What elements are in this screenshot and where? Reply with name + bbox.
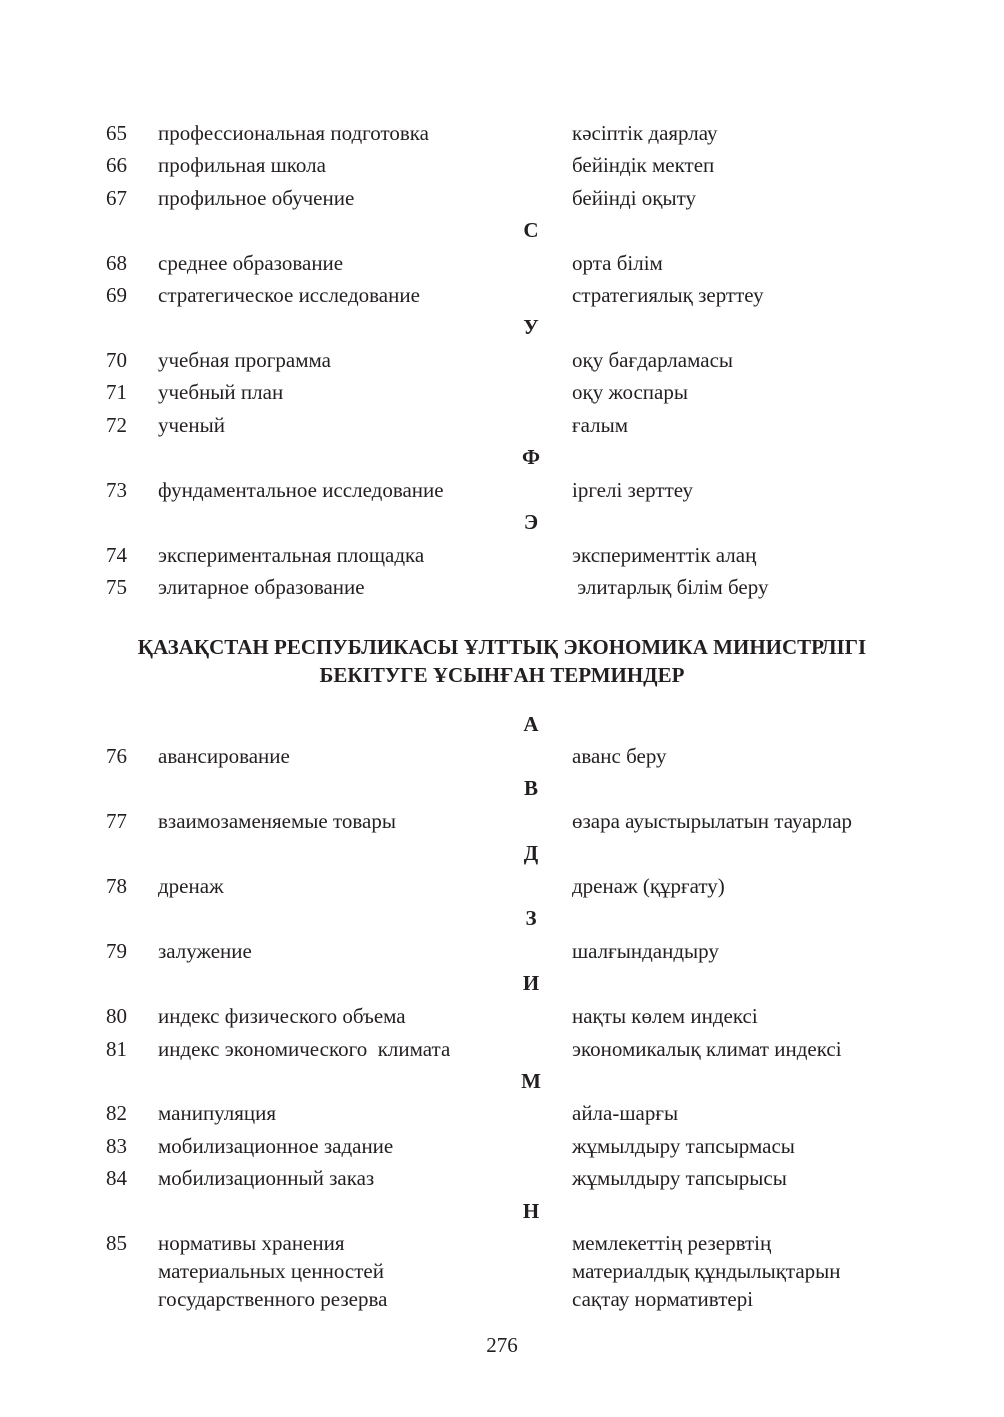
alphabet-letter-heading: Д [523,841,539,865]
term-kazakh: шалғындандыру [572,939,719,963]
term-row [0,280,1004,310]
term-number: 78 [106,874,127,898]
term-kazakh: оқу бағдарламасы [572,348,733,372]
term-row [0,377,1004,407]
term-russian: профессиональная подготовка [158,121,429,145]
alphabet-letter-heading: Ф [521,445,541,469]
alphabet-letter-heading: В [523,776,538,800]
term-row [0,150,1004,180]
term-number: 77 [106,809,127,833]
page-number: 276 [486,1333,518,1357]
term-russian: индекс экономического климата [158,1037,451,1061]
term-kazakh: кәсіптік даярлау [572,121,718,145]
term-row [0,741,1004,771]
term-row [0,1131,1004,1161]
term-number: 82 [106,1101,127,1125]
term-number: 80 [106,1004,127,1028]
term-row [0,475,1004,505]
term-russian: дренаж [158,874,224,898]
alphabet-letter-heading: А [523,712,539,736]
term-russian: профильная школа [158,153,326,177]
term-number: 68 [106,251,127,275]
term-number: 67 [106,186,127,210]
term-row [0,1034,1004,1064]
term-number: 71 [106,380,127,404]
term-number: 83 [106,1134,127,1158]
term-kazakh: экономикалық климат индексі [572,1037,842,1061]
term-number: 66 [106,153,127,177]
term-number: 70 [106,348,127,372]
term-russian: стратегическое исследование [158,283,420,307]
term-row [0,540,1004,570]
term-kazakh: стратегиялық зерттеу [572,283,764,307]
term-row [0,871,1004,901]
term-kazakh: бейіндік мектеп [572,153,715,177]
term-russian: среднее образование [158,251,344,275]
term-kazakh: айла-шарғы [572,1101,679,1125]
term-kazakh: оқу жоспары [572,380,688,404]
term-kazakh: жұмылдыру тапсырмасы [572,1134,795,1158]
term-row [0,183,1004,213]
term-kazakh: ғалым [572,413,628,437]
term-row [0,248,1004,278]
term-russian: ученый [158,413,225,437]
term-kazakh: орта білім [572,251,663,275]
term-russian: мобилизационное задание [158,1134,394,1158]
term-kazakh: элитарлық білім беру [572,575,769,599]
term-number: 73 [106,478,127,502]
term-row [0,345,1004,375]
term-kazakh: бейінді оқыту [572,186,697,210]
section-title-line-2: БЕКІТУГЕ ҰСЫНҒАН ТЕРМИНДЕР [319,663,685,687]
term-number: 74 [106,543,127,567]
term-russian-line: нормативы хранения [158,1231,345,1255]
term-russian-line: материальных ценностей [158,1259,384,1283]
term-russian: индекс физического объема [158,1004,406,1028]
term-russian: элитарное образование [158,575,365,599]
term-row [0,410,1004,440]
term-number: 79 [106,939,127,963]
term-kazakh: жұмылдыру тапсырысы [572,1166,787,1190]
alphabet-letter-heading: С [523,218,539,242]
term-number: 84 [106,1166,127,1190]
term-russian [158,1229,387,1313]
term-kazakh: эксперименттік алаң [572,543,757,567]
term-russian: экспериментальная площадка [158,543,425,567]
term-russian: учебная программа [158,348,331,372]
term-russian: фундаментальное исследование [158,478,444,502]
term-russian: залужение [158,939,252,963]
term-russian-line: государственного резерва [158,1287,388,1311]
term-row [0,1163,1004,1193]
term-russian: манипуляция [158,1101,277,1125]
term-kazakh-line: материалдық құндылықтарын [572,1259,841,1283]
term-kazakh-line: сақтау нормативтері [572,1287,754,1311]
term-kazakh: өзара ауыстырылатын тауарлар [572,809,853,833]
term-russian: авансирование [158,744,290,768]
term-kazakh-line: мемлекеттің резервтің [572,1231,772,1255]
term-number: 69 [106,283,127,307]
alphabet-letter-heading: З [525,906,537,930]
term-row [0,806,1004,836]
term-kazakh [572,1229,841,1313]
alphabet-letter-heading: Э [523,510,539,534]
term-row [0,1001,1004,1031]
term-russian: мобилизационный заказ [158,1166,375,1190]
term-row [0,1098,1004,1128]
term-kazakh: аванс беру [572,744,667,768]
term-number: 72 [106,413,127,437]
alphabet-letter-heading: И [522,971,540,995]
section-title-line-1: ҚАЗАҚСТАН РЕСПУБЛИКАСЫ ҰЛТТЫҚ ЭКОНОМИКА МИНИСТРЛІГІ [137,635,867,659]
alphabet-letter-heading: У [523,315,539,339]
alphabet-letter-heading: М [521,1069,541,1093]
term-russian: учебный план [158,380,284,404]
term-kazakh: іргелі зерттеу [572,478,694,502]
term-number: 65 [106,121,127,145]
term-number: 81 [106,1037,127,1061]
term-row [0,936,1004,966]
term-russian: взаимозаменяемые товары [158,809,396,833]
alphabet-letter-heading: Н [522,1199,540,1223]
term-number: 75 [106,575,127,599]
term-russian: профильное обучение [158,186,355,210]
term-kazakh: нақты көлем индексі [572,1004,758,1028]
term-row [0,572,1004,602]
term-row [0,118,1004,148]
term-number: 85 [106,1231,127,1255]
term-kazakh: дренаж (құрғату) [572,874,725,898]
term-number: 76 [106,744,127,768]
